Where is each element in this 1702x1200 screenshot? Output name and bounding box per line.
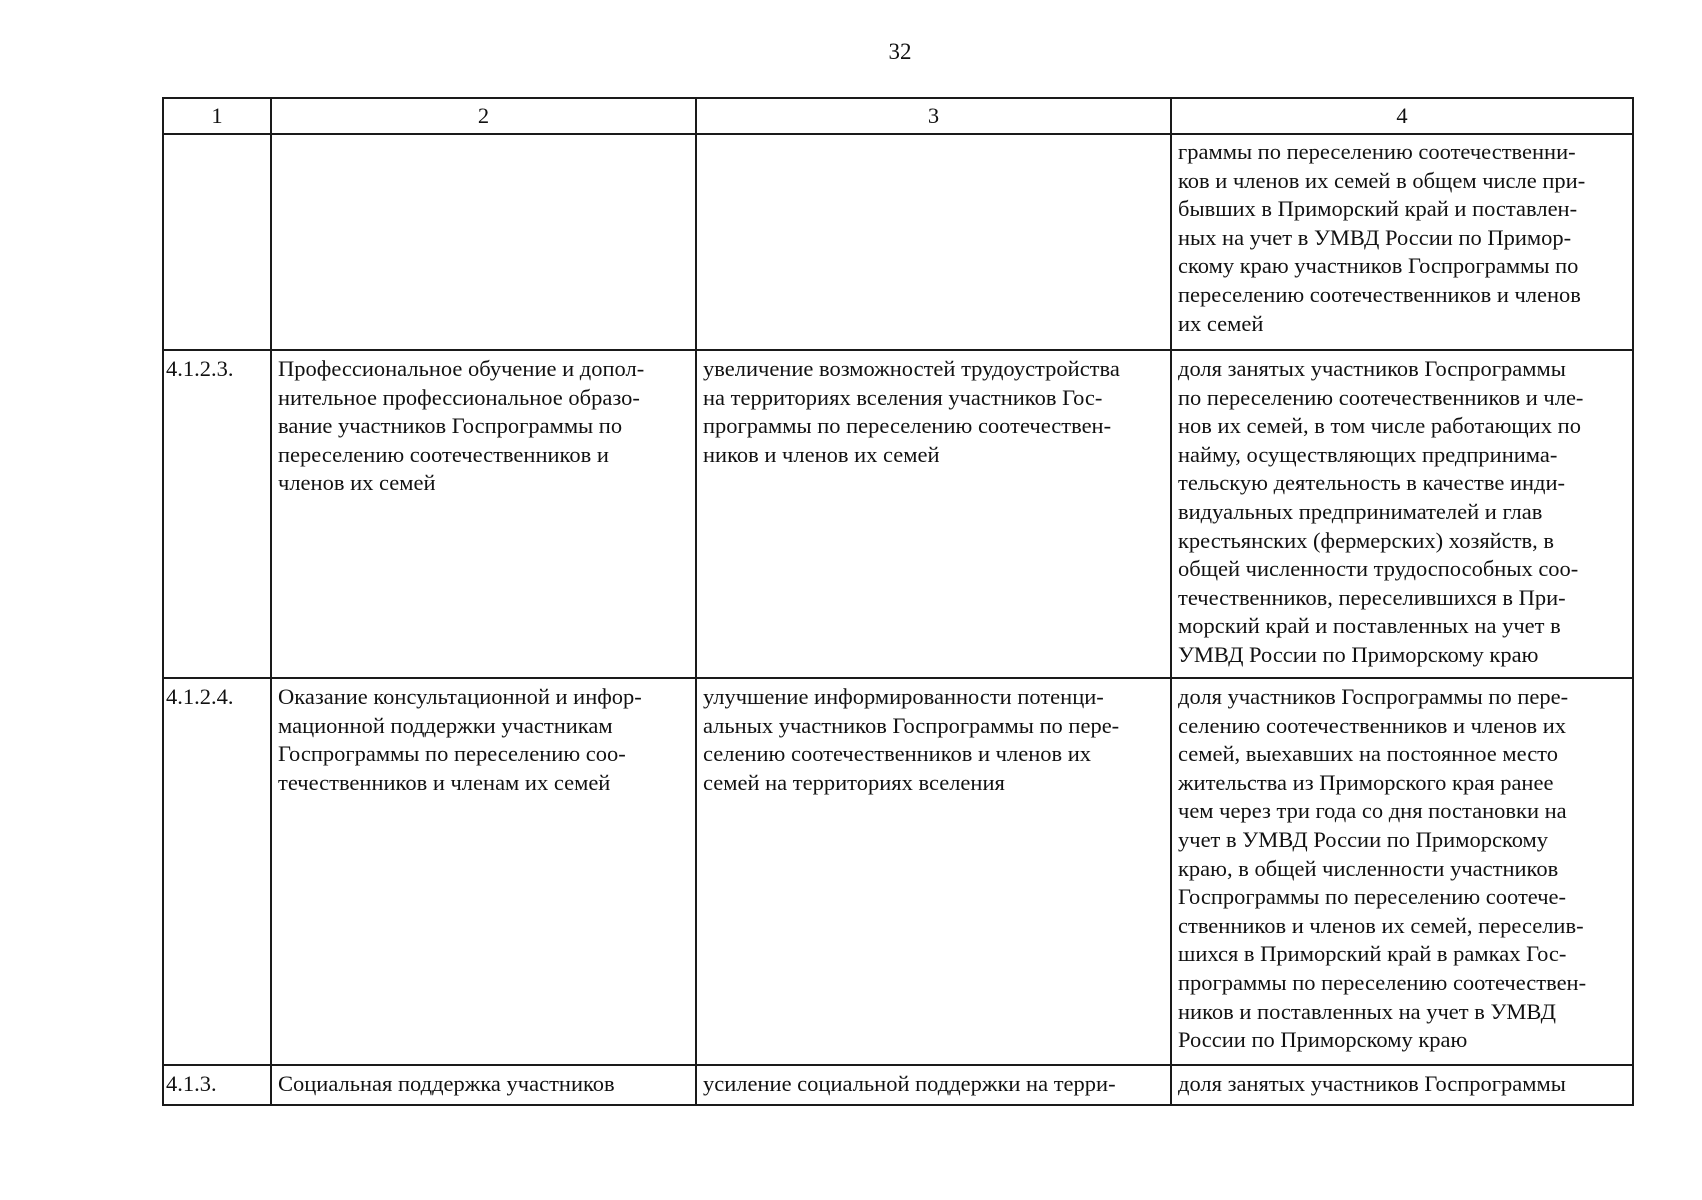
column-header-2: 2 [271, 98, 696, 134]
row-event: Оказание консультационной и инфор- мационной поддержки участникам Госпрограммы по переселению соо- течественников и членам их семей [271, 678, 696, 1065]
row-result: улучшение информированности потенци- альных участников Госпрограммы по пере- селению соотечественников и членов их семей на территориях вселения [696, 678, 1171, 1065]
row-code: 4.1.2.3. [163, 350, 271, 678]
row-indicator: доля занятых участников Госпрограммы [1171, 1065, 1633, 1105]
row-code: 4.1.2.4. [163, 678, 271, 1065]
row-code: 4.1.3. [163, 1065, 271, 1105]
row-indicator: доля участников Госпрограммы по пере- селению соотечественников и членов их семей, выехавших на постоянное место жительства из Приморского края ранее чем через три года со дня постановки на учет в УМВД России по Приморскому краю, в общей численности участников Госпрограммы по переселению соотече- ственников и членов их семей, переселив- шихся в Приморский край в рамках Гос- программы по переселению соотечествен- ников и поставленных на учет в УМВД России по Приморскому краю [1171, 678, 1633, 1065]
row-result: увеличение возможностей трудоустройства на территориях вселения участников Гос- программы по переселению соотечествен- ников и членов их семей [696, 350, 1171, 678]
row-result [696, 134, 1171, 350]
row-event [271, 134, 696, 350]
page-number: 32 [888, 39, 912, 64]
table-row [163, 678, 1633, 1065]
column-header-3: 3 [696, 98, 1171, 134]
row-result: усиление социальной поддержки на терри- [696, 1065, 1171, 1105]
row-indicator: граммы по переселению соотечественни- ков и членов их семей в общем числе при- бывших в Приморский край и поставлен- ных на учет в УМВД России по Примор- скому краю участников Госпрограммы по переселению соотечественников и членов их семей [1171, 134, 1633, 350]
table-row [163, 350, 1633, 678]
column-header-1: 1 [163, 98, 271, 134]
measures-table [162, 97, 1634, 1106]
column-header-4: 4 [1171, 98, 1633, 134]
row-indicator: доля занятых участников Госпрограммы по переселению соотечественников и чле- нов их семей, в том числе работающих по найму, осуществляющих предпринима- тельскую деятельность в качестве инди- видуальных предпринимателей и глав крестьянских (фермерских) хозяйств, в общей численности трудоспособных соо- течественников, переселившихся в При- морский край и поставленных на учет в УМВД России по Приморскому краю [1171, 350, 1633, 678]
table-row [163, 134, 1633, 350]
row-event: Социальная поддержка участников [271, 1065, 696, 1105]
row-event: Профессиональное обучение и допол- нительное профессиональное образо- вание участников Госпрограммы по переселению соотечественников и членов их семей [271, 350, 696, 678]
table-row [163, 1065, 1633, 1105]
row-code [163, 134, 271, 350]
table-header-row [163, 98, 1633, 134]
